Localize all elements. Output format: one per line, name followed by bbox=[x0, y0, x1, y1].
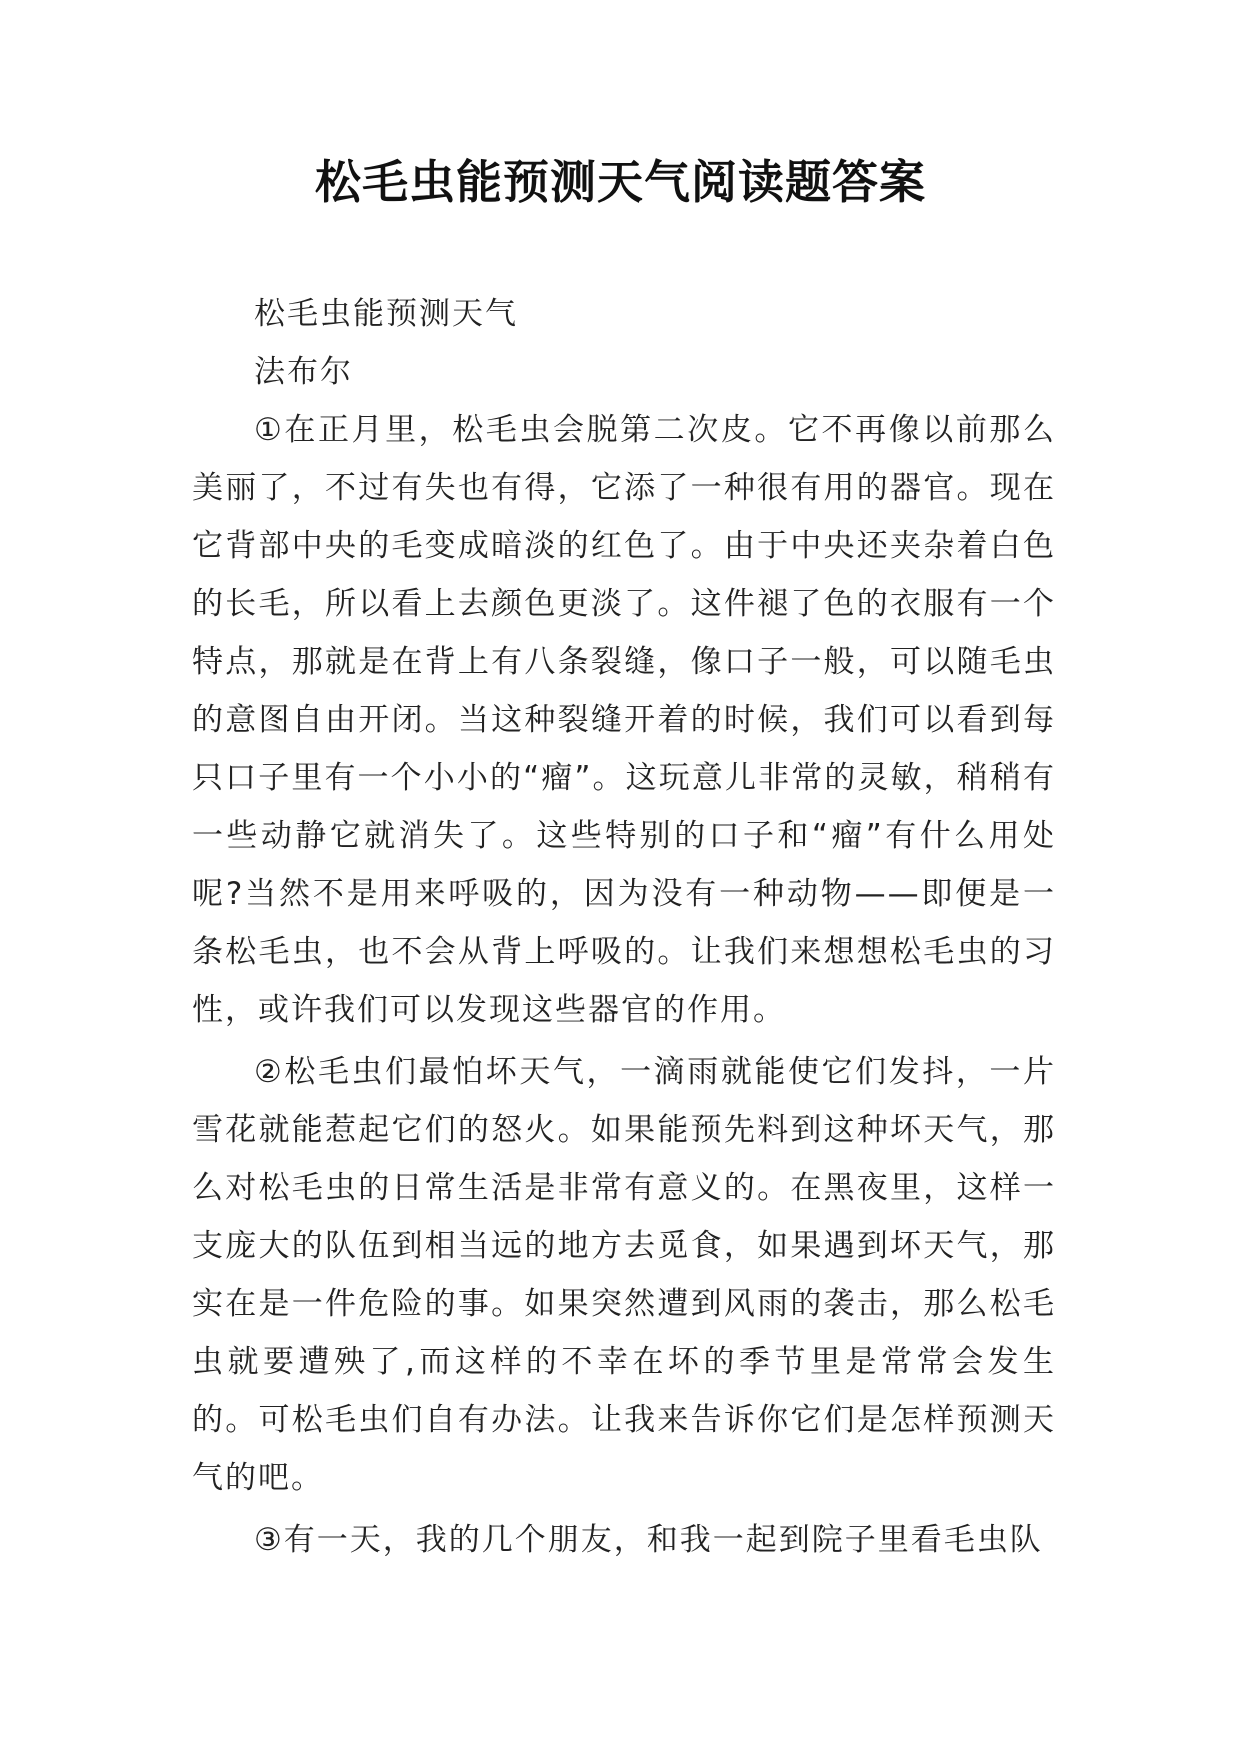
article-subtitle: 松毛虫能预测天气 bbox=[254, 296, 518, 332]
paragraph-1: ①在正月里，松毛虫会脱第二次皮。它不再像以前那么美丽了，不过有失也有得，它添了一种很有用的器官。现在它背部中央的毛变成暗淡的红色了。由于中央还夹杂着白色的长毛，所以看上去颜色更淡了。这件褪了色的衣服有一个特点，那就是在背上有八条裂缝，像口子一般，可以随毛虫的意图自由开闭。当这种裂缝开着的时候，我们可以看到每只口子里有一个小小的“瘤”。这玩意儿非常的灵敏，稍稍有一些动静它就消失了。这些特别的口子和“瘤”有什么用处呢?当然不是用来呼吸的，因为没有一种动物——即便是一条松毛虫，也不会从背上呼吸的。让我们来想想松毛虫的习性，或许我们可以发现这些器官的作用。 bbox=[192, 412, 1056, 1028]
document-title: 松毛虫能预测天气阅读题答案 bbox=[315, 155, 926, 209]
paragraph-2: ②松毛虫们最怕坏天气，一滴雨就能使它们发抖，一片雪花就能惹起它们的怒火。如果能预先料到这种坏天气，那么对松毛虫的日常生活是非常有意义的。在黑夜里，这样一支庞大的队伍到相当远的地方去觅食，如果遇到坏天气，那实在是一件危险的事。如果突然遭到风雨的袭击，那么松毛虫就要遭殃了,而这样的不幸在坏的季节里是常常会发生的。可松毛虫们自有办法。让我来告诉你它们是怎样预测天气的吧。 bbox=[192, 1054, 1056, 1496]
paragraph-3: ③有一天，我的几个朋友，和我一起到院子里看毛虫队 bbox=[254, 1522, 1043, 1558]
document-body bbox=[192, 285, 1056, 1573]
article-author: 法布尔 bbox=[254, 354, 353, 390]
